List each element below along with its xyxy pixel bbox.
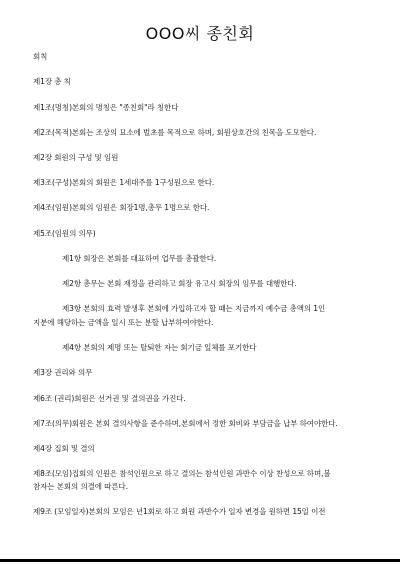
article-8-line-1: 제8조(모임)집회의 인원은 참석인원으로 하고 결의는 참석인원 과반수 이상 찬성으로 하며,불: [33, 469, 331, 478]
article-9-line-1: 제9조 (모임일자)본회의 모임은 년1회로 하고 회원 과반수가 일자 변경을 원하면 15일 이전: [33, 507, 326, 516]
chapter-2-heading: 제2장 회원의 구성 및 임원: [33, 153, 119, 162]
article-5-clause-4: 제4항 본회의 제명 또는 탈퇴한 자는 회기금 일체를 포기한다: [62, 343, 257, 352]
article-3: 제3조(구성)본회의 회원은 1세대주를 1구성원으로 한다.: [33, 178, 215, 187]
article-7: 제7조(의무)회원은 본회 결의사항을 준수하며,본회에서 정한 회비와 부담금을 납부 하여야한다.: [33, 419, 338, 428]
article-5-clause-3-line-2: 지분에 해당하는 금액을 일시 또는 분할 납부하여야한다.: [33, 318, 214, 327]
article-5-clause-3-line-1: 제3항 본회의 효력 발생후 본회에 가입하고자 할 때는 지금까지 예수금 총액의 1인: [62, 304, 326, 313]
article-5-heading: 제5조(임원의 의무): [33, 229, 96, 238]
article-5-clause-2: 제2항 총무는 본회 재정을 관리하고 회장 유고시 회장의 임무를 대행한다.: [62, 279, 297, 288]
article-6: 제6조 (권리)회원은 선거권 및 결의권을 가진다.: [33, 394, 186, 403]
article-5-clause-1: 제1항 회장은 본회를 대표하여 업무를 총괄한다.: [62, 254, 217, 263]
article-4: 제4조(임원)본회의 임원은 회장1명,총무 1명으로 한다.: [33, 203, 210, 212]
article-8-line-2: 참자는 본회의 의결에 따른다.: [33, 482, 128, 491]
page-title: OOO씨 종친회: [145, 24, 255, 43]
chapter-1-heading: 제1장 총 칙: [33, 77, 71, 86]
article-1: 제1조(명칭)본회의 명칭은 "종친회"라 칭한다: [33, 103, 179, 112]
page-bottom-border: [0, 559, 400, 562]
chapter-4-heading: 제4장 집회 및 결의: [33, 444, 95, 453]
chapter-3-heading: 제3장 권리와 의무: [33, 368, 93, 377]
article-2: 제2조(목적)본회는 조상의 묘소에 벌초를 목적으로 하며, 회원상호간의 친목을 도모한다.: [33, 128, 317, 137]
document-subtitle: 회칙: [33, 52, 48, 61]
